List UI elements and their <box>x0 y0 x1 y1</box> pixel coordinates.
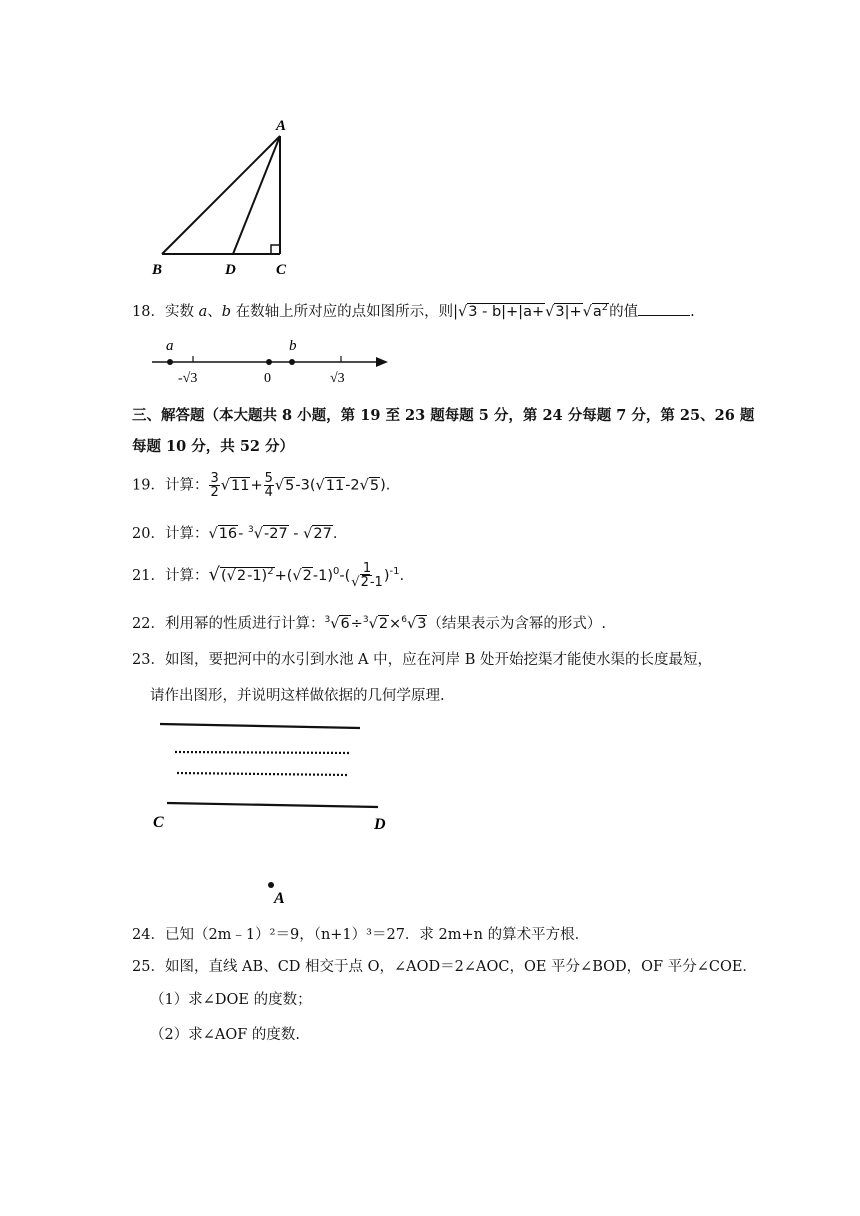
river-bank-top <box>160 724 360 728</box>
radicand: 5 <box>285 477 295 494</box>
q18-end: . <box>690 303 695 320</box>
question-number: 20． <box>132 525 165 542</box>
arrow-icon <box>376 357 388 367</box>
question-text: 如图，直线 AB、CD 相交于点 O，∠AOD＝2∠AOC，OE 平分∠BOD，OF 平分∠COE． <box>164 959 757 975</box>
label-root3: √3 <box>330 371 345 386</box>
segment-ad <box>233 136 280 254</box>
question-21: 21．计算：$√(√2-1)^2+(√2-1)^0-$( $\frac{1}{√2-1}$ )$^{-1}$. <box>132 561 405 591</box>
expr-part: - <box>238 525 248 542</box>
question-label: 计算： <box>164 525 209 542</box>
q18-tail: 的值 <box>609 303 639 320</box>
point-zero <box>266 359 272 365</box>
expr-end: ). <box>380 477 391 494</box>
fraction-numerator: 5 <box>264 471 273 486</box>
question-25-part-2: （2）求∠AOF 的度数. <box>150 1027 301 1043</box>
question-number: 25． <box>132 959 165 975</box>
q18-expr2: 3|+ <box>555 303 582 320</box>
fraction-numerator: 1 <box>362 561 372 577</box>
triangle-figure <box>150 108 310 280</box>
question-18: 18．实数 a、b 在数轴上所对应的点如图所示，则$|√3 - b|+|a+√3|+√a^2$的值 . <box>132 302 695 320</box>
radicand: -27 <box>263 525 288 542</box>
fraction-numerator: 3 <box>210 471 219 486</box>
question-24 <box>132 924 589 946</box>
label-neg-root3: -√3 <box>178 371 198 386</box>
radicand: 16 <box>218 525 238 542</box>
pool-point-a <box>268 882 274 888</box>
question-text: 已知（2m﹣1）²＝9，（n+1）³＝27．求 2m+n 的算术平方根． <box>164 927 590 943</box>
question-number: 19． <box>132 477 165 494</box>
q18-expr: 3 - b|+|a+ <box>468 303 545 320</box>
radicand: 11 <box>230 477 250 494</box>
fraction-denominator: 4 <box>264 485 273 500</box>
radicand: 5 <box>369 477 380 494</box>
radicand: 2 <box>236 567 247 584</box>
point-b <box>289 359 295 365</box>
label-a: a <box>166 338 174 354</box>
label-d: D <box>225 262 236 278</box>
section-heading-cont: 每题 10 分，共 52 分） <box>132 438 295 455</box>
question-23-cont: 请作出图形，并说明这样做依据的几何学原理. <box>150 688 445 704</box>
expr-end: . <box>332 525 338 542</box>
right-angle-mark <box>271 245 280 254</box>
root-index: 3 <box>362 615 369 625</box>
expr-end: . <box>399 567 405 584</box>
question-19: 19．计算： $\frac{3}{2}$ √11+ $\frac{5}{4}$ √5-3(√11-2√5). <box>132 471 391 500</box>
exponent: -1 <box>389 566 400 577</box>
radicand: 2 <box>360 575 369 591</box>
question-number: 24． <box>132 927 165 943</box>
label-a: A <box>274 890 285 907</box>
question-label: 计算： <box>164 477 209 494</box>
question-text: 利用幂的性质进行计算： <box>164 615 325 632</box>
segment-ab <box>162 136 280 254</box>
expr-part: -1) <box>312 567 334 584</box>
radicand: 27 <box>313 525 332 542</box>
section-heading: 三、解答题（本大题共 8 小题，第 19 至 23 题每题 5 分，第 24 分每题 7 分，第 25、26 题 <box>132 407 755 424</box>
var-a: a <box>198 303 208 320</box>
question-22: 22．利用幂的性质进行计算：$^3$√6÷$^3$√2×$^6$√3（结果表示为含幂的形式）. <box>132 615 607 632</box>
radicand: 2 <box>302 567 312 584</box>
label-d: D <box>374 816 386 833</box>
operator: ÷ <box>350 615 363 632</box>
exponent: 0 <box>333 566 340 577</box>
radicand: 6 <box>340 615 350 632</box>
river-water-line <box>175 752 350 753</box>
question-text: 如图，要把河中的水引到水池 A 中，应在河岸 B 处开始挖渠才能使水渠的长度最短， <box>164 652 713 668</box>
expr-part: ) <box>383 567 390 584</box>
label-a: A <box>276 118 287 134</box>
fraction-denominator: 2 <box>210 485 219 500</box>
expr-part: -1 <box>369 575 383 591</box>
label-b: B <box>152 262 163 278</box>
root-index: 6 <box>401 615 407 625</box>
question-label: 计算： <box>164 567 209 584</box>
label-c: C <box>153 814 164 831</box>
label-c: C <box>276 262 287 278</box>
question-number: 18． <box>132 303 165 320</box>
point-a <box>167 359 173 365</box>
river-figure <box>150 715 410 910</box>
question-25 <box>132 956 757 978</box>
number-line-figure <box>150 330 400 390</box>
expr-part: - <box>288 525 304 542</box>
q18-sep: 、 <box>207 303 222 320</box>
question-number: 21． <box>132 567 165 584</box>
var-b: b <box>221 303 232 320</box>
q18-a2: a <box>592 303 602 320</box>
river-bank-cd <box>167 803 378 807</box>
question-25-part-1: （1）求∠DOE 的度数； <box>150 992 312 1008</box>
radicand: 3 <box>417 615 427 632</box>
question-number: 22． <box>132 615 165 632</box>
radicand: 2 <box>378 615 389 632</box>
question-note: （结果表示为含幂的形式）. <box>427 615 607 632</box>
label-b: b <box>289 338 297 354</box>
expr-part: -( <box>339 567 351 584</box>
label-zero: 0 <box>264 371 271 386</box>
expr-part: -1) <box>247 567 268 584</box>
q18-text: 实数 <box>164 303 199 320</box>
expr-part: +( <box>274 567 293 584</box>
expr-part: -2 <box>345 477 360 494</box>
root-index: 3 <box>248 525 254 535</box>
root-index: 3 <box>324 615 331 625</box>
expr-part: -3( <box>295 477 316 494</box>
answer-blank[interactable] <box>638 301 690 316</box>
expr-part: ( <box>220 567 227 584</box>
operator: × <box>389 615 402 632</box>
q18-text-b: 在数轴上所对应的点如图所示，则| <box>231 303 459 320</box>
question-20: 20．计算：√16- $^3$√-27 - √27. <box>132 525 338 542</box>
radicand: 11 <box>325 477 345 494</box>
exponent: 2 <box>267 566 274 577</box>
question-number: 23． <box>132 652 165 668</box>
question-23 <box>132 649 712 671</box>
river-water-line <box>177 773 348 775</box>
